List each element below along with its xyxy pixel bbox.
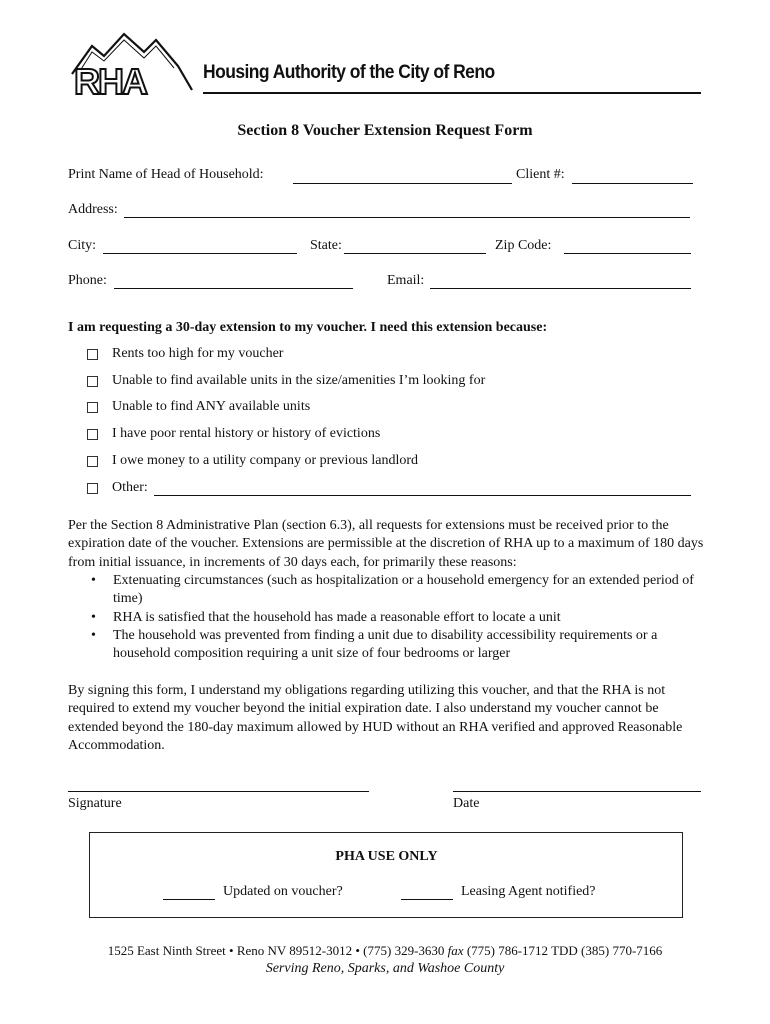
acknowledgement-paragraph: By signing this form, I understand my obligations regarding utilizing this voucher, and that the RHA is not required to extend my voucher beyond the initial expiration date. I also understand my voucher cannot be extended beyond the 180-day maximum allowed by HUD without an RHA verified and approved Reasonable Accommodation. — [68, 683, 683, 753]
state-field[interactable] — [344, 253, 486, 254]
pha-use-only-box — [89, 832, 683, 918]
reason-label: I owe money to a utility company or previous landlord — [112, 453, 418, 468]
phone-label: Phone: — [68, 273, 107, 288]
phone-field[interactable] — [114, 288, 353, 289]
email-field[interactable] — [430, 288, 691, 289]
policy-bullet: • RHA is satisfied that the household has made a reasonable effort to locate a unit — [91, 609, 711, 627]
rha-logo — [70, 30, 195, 98]
reason-label: Unable to find ANY available units — [112, 399, 311, 414]
reason-checkbox[interactable] — [87, 349, 98, 360]
address-label: Address: — [68, 202, 118, 217]
policy-bullet: • The household was prevented from finding a unit due to disability accessibility requirements or a household composition requiring a unit size of four bedrooms or larger — [91, 627, 711, 664]
date-label: Date — [453, 796, 480, 811]
updated-on-voucher-field[interactable] — [163, 899, 215, 900]
header-rule — [203, 92, 701, 94]
organization-name: Housing Authority of the City of Reno — [203, 62, 495, 83]
other-reason-field[interactable] — [154, 495, 691, 496]
reason-label: Rents too high for my voucher — [112, 346, 284, 361]
head-of-household-field[interactable] — [293, 183, 512, 184]
zip-code-label: Zip Code: — [495, 238, 552, 253]
policy-paragraph: Per the Section 8 Administrative Plan (section 6.3), all requests for extensions must be received prior to the expiration date of the voucher. Extensions are permissible at the discretion of RHA up to a maximum of 180 days from initial issuance, in increments of 30 days each, for primarily these reasons: — [68, 518, 704, 570]
footer-address: 1525 East Ninth Street • Reno NV 89512-3012 • (775) 329-3630 — [107, 943, 445, 958]
date-field[interactable] — [453, 791, 701, 792]
footer-fax-label: fax — [447, 943, 464, 958]
footer-contact — [0, 943, 770, 959]
city-field[interactable] — [103, 253, 297, 254]
policy-bullets — [91, 572, 711, 663]
footer-tagline: Serving Reno, Sparks, and Washoe County — [265, 961, 505, 976]
policy-bullet: • Extenuating circumstances (such as hospitalization or a household emergency for an extended period of time) — [91, 572, 711, 609]
address-field[interactable] — [124, 217, 690, 218]
head-of-household-label: Print Name of Head of Household: — [68, 167, 264, 182]
reasons-heading: I am requesting a 30-day extension to my voucher. I need this extension because: — [68, 320, 548, 335]
reason-checkbox[interactable] — [87, 376, 98, 387]
form-title: Section 8 Voucher Extension Request Form — [237, 122, 533, 139]
footer-fax-number: (775) 786-1712 TDD (385) 770-7166 — [466, 943, 663, 958]
email-label: Email: — [387, 273, 425, 288]
other-label: Other: — [112, 480, 148, 495]
reason-label: Unable to find available units in the size/amenities I’m looking for — [112, 373, 486, 388]
state-label: State: — [310, 238, 342, 253]
updated-on-voucher-label: Updated on voucher? — [223, 884, 343, 899]
client-number-field[interactable] — [572, 183, 693, 184]
other-checkbox[interactable] — [87, 483, 98, 494]
reason-checkbox[interactable] — [87, 402, 98, 413]
leasing-agent-field[interactable] — [401, 899, 453, 900]
leasing-agent-label: Leasing Agent notified? — [461, 884, 596, 899]
logo-text: RHA — [74, 61, 146, 98]
signature-field[interactable] — [68, 791, 369, 792]
signature-label: Signature — [68, 796, 122, 811]
city-label: City: — [68, 238, 97, 253]
reason-checkbox[interactable] — [87, 429, 98, 440]
client-number-label: Client #: — [516, 167, 565, 182]
pha-box-title: PHA USE ONLY — [335, 849, 438, 864]
reason-label: I have poor rental history or history of evictions — [112, 426, 381, 441]
zip-code-field[interactable] — [564, 253, 691, 254]
reason-checkbox[interactable] — [87, 456, 98, 467]
